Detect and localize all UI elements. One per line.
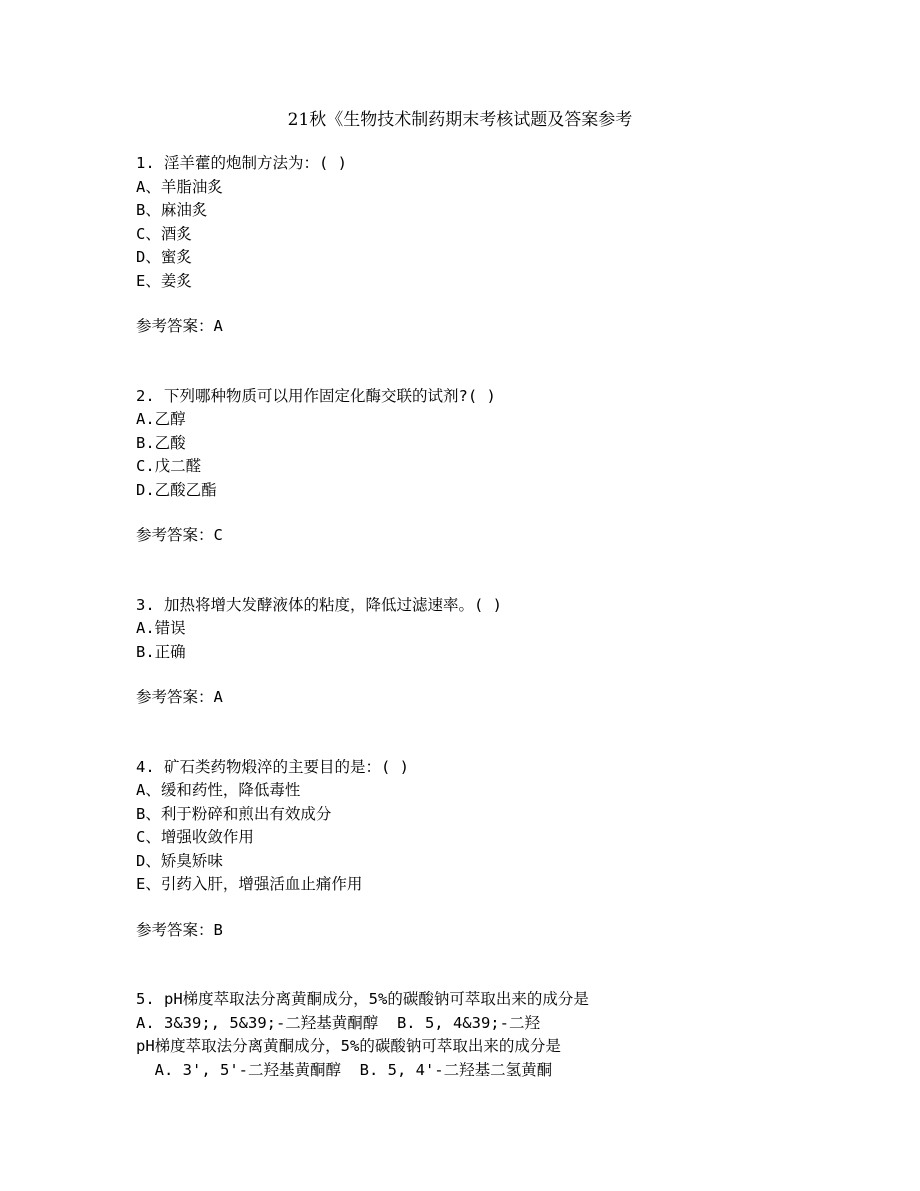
option-e: E、引药入肝，增强活血止痛作用 — [136, 875, 363, 893]
option-c: C、酒炙 — [136, 224, 192, 243]
option-b: B.乙酸 — [136, 433, 186, 452]
document-body — [136, 152, 896, 1082]
question-text: 4. 矿石类药物煅淬的主要目的是：( ) — [136, 757, 409, 776]
question-5 — [136, 988, 896, 1082]
question-text: 2. 下列哪种物质可以用作固定化酶交联的试剂?( ) — [136, 386, 496, 405]
question-1 — [136, 152, 896, 339]
question-continuation-line: pH梯度萃取法分离黄酮成分，5%的碳酸钠可萃取出来的成分是 — [136, 1037, 561, 1055]
option-a: A.乙醇 — [136, 410, 186, 428]
option-b: B、利于粉碎和煎出有效成分 — [136, 804, 332, 823]
option-e: E、姜炙 — [136, 271, 192, 290]
question-3 — [136, 594, 896, 710]
question-4 — [136, 756, 896, 943]
option-c: C.戊二醛 — [136, 457, 202, 475]
question-text: 3. 加热将增大发酵液体的粘度，降低过滤速率。( ) — [136, 595, 502, 614]
option-b: B.正确 — [136, 642, 186, 661]
option-a: A、缓和药性，降低毒性 — [136, 781, 301, 799]
answer-text: 参考答案：B — [136, 920, 223, 939]
answer-text: 参考答案：C — [136, 526, 223, 544]
answer-text: 参考答案：A — [136, 317, 223, 335]
option-c: C、增强收敛作用 — [136, 828, 254, 846]
question-text: 5. pH梯度萃取法分离黄酮成分，5%的碳酸钠可萃取出来的成分是 — [136, 990, 589, 1008]
document-title: 21秋《生物技术制药期末考核试题及答案参考 — [287, 110, 633, 130]
option-d: D、矫臭矫味 — [136, 851, 223, 870]
question-text: 1. 淫羊藿的炮制方法为：( ) — [136, 154, 347, 172]
question-continuation-line: A. 3', 5'-二羟基黄酮醇 B. 5, 4'-二羟基二氢黄酮 — [136, 1060, 553, 1079]
option-b: B、麻油炙 — [136, 201, 208, 219]
question-2 — [136, 385, 896, 548]
question-continuation-line: A. 3&39;, 5&39;-二羟基黄酮醇 B. 5, 4&39;-二羟 — [136, 1013, 540, 1032]
answer-text: 参考答案：A — [136, 688, 223, 706]
option-a: A、羊脂油炙 — [136, 177, 223, 196]
option-d: D、蜜炙 — [136, 248, 192, 266]
option-a: A.错误 — [136, 619, 186, 637]
option-d: D.乙酸乙酯 — [136, 480, 217, 499]
